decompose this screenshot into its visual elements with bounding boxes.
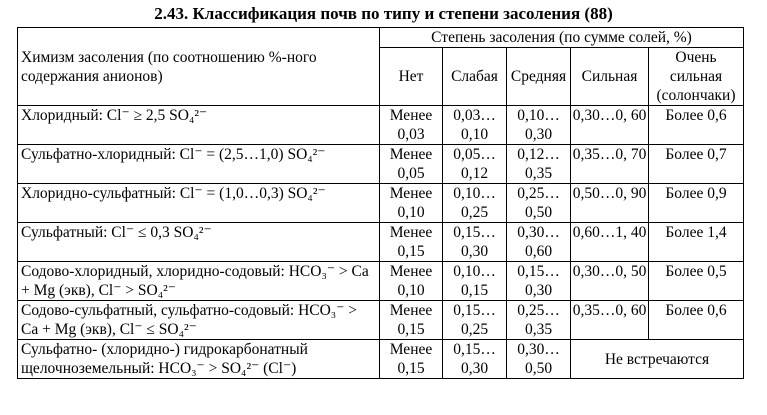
chem-cell: Сульфатный: Cl⁻ ≤ 0,3 SO₄²⁻ [18,223,380,262]
cell-none: Менее 0,10 [380,184,443,223]
degree-header: Степень засоления (по сумме солей, %) [380,28,744,48]
cell-medium: 0,15… 0,30 [507,262,571,301]
table-title: 2.43. Классификация почв по типу и степени засоления (88) [154,4,613,23]
col-header-very-strong: Очень сильная (солончаки) [649,48,744,106]
cell-very-strong: Более 0,9 [649,184,744,223]
cell-medium: 0,12… 0,35 [507,145,571,184]
cell-very-strong: Более 1,4 [649,223,744,262]
table-row [18,340,744,379]
table-row [18,145,744,184]
cell-none: Менее 0,15 [380,301,443,340]
cell-medium: 0,10… 0,30 [507,106,571,145]
cell-medium: 0,25… 0,50 [507,184,571,223]
cell-strong: 0,30…0, 50 [571,262,649,301]
cell-not-found: Не встречаются [571,340,744,379]
cell-none: Менее 0,03 [380,106,443,145]
cell-none: Менее 0,10 [380,262,443,301]
cell-very-strong: Более 0,6 [649,106,744,145]
table-row [18,262,744,301]
salinity-table [17,27,744,379]
cell-weak: 0,03… 0,10 [443,106,507,145]
cell-none: Менее 0,15 [380,223,443,262]
col-header-none: Нет [380,48,443,106]
cell-weak: 0,15… 0,30 [443,340,507,379]
cell-none: Менее 0,05 [380,145,443,184]
cell-very-strong: Более 0,6 [649,301,744,340]
chem-cell: Сульфатно- (хлоридно-) гидрокарбонатный щелочноземельный: HCO₃⁻ > SO₄²⁻ (Cl⁻) [18,340,380,379]
table-row [18,301,744,340]
chem-cell: Хлоридно-сульфатный: Cl⁻ = (1,0…0,3) SO₄²⁻ [18,184,380,223]
table-row [18,184,744,223]
cell-medium: 0,30… 0,50 [507,340,571,379]
header-row-1 [18,28,744,48]
cell-weak: 0,15… 0,30 [443,223,507,262]
cell-strong: 0,30…0, 60 [571,106,649,145]
table-row [18,223,744,262]
cell-strong: 0,35…0, 60 [571,301,649,340]
cell-weak: 0,15… 0,25 [443,301,507,340]
chem-header: Химизм засоления (по соотношению %-ного содержания анионов) [18,28,380,106]
cell-strong: 0,50…0, 90 [571,184,649,223]
cell-very-strong: Более 0,5 [649,262,744,301]
table-row [18,106,744,145]
cell-strong: 0,35…0, 70 [571,145,649,184]
chem-cell: Хлоридный: Cl⁻ ≥ 2,5 SO₄²⁻ [18,106,380,145]
cell-weak: 0,10… 0,25 [443,184,507,223]
col-header-weak: Слабая [443,48,507,106]
cell-none: Менее 0,15 [380,340,443,379]
cell-strong: 0,60…1, 40 [571,223,649,262]
cell-very-strong: Более 0,7 [649,145,744,184]
cell-medium: 0,25… 0,35 [507,301,571,340]
cell-medium: 0,30… 0,60 [507,223,571,262]
cell-weak: 0,05… 0,12 [443,145,507,184]
col-header-medium: Средняя [507,48,571,106]
chem-cell: Содово-хлоридный, хлоридно-содовый: HCO₃⁻ > Ca + Mg (экв), Cl⁻ > SO₄²⁻ [18,262,380,301]
chem-cell: Сульфатно-хлоридный: Cl⁻ = (2,5…1,0) SO₄²⁻ [18,145,380,184]
col-header-strong: Сильная [571,48,649,106]
chem-cell: Содово-сульфатный, сульфатно-содовый: HCO₃⁻ > Ca + Mg (экв), Cl⁻ ≤ SO₄²⁻ [18,301,380,340]
cell-weak: 0,10… 0,15 [443,262,507,301]
